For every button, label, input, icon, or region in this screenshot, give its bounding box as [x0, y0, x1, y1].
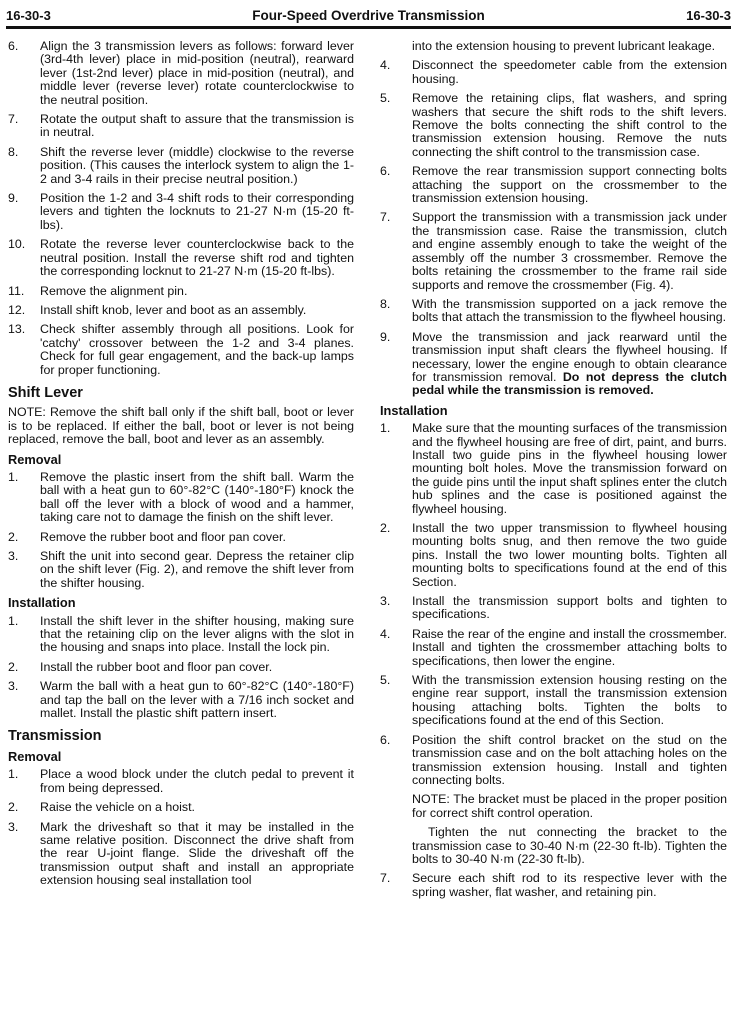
list-item [8, 146, 354, 186]
step-text: Install shift knob, lever and boot as an assembly. [40, 302, 307, 317]
transmission-installation-heading: Installation [380, 402, 448, 418]
step-number: 5. [380, 673, 391, 688]
step-number: 2. [8, 800, 19, 815]
step-text: Position the 1-2 and 3-4 shift rods to their corresponding levers and tighten the locknuts to 21-27 N·m (15-20 ft-lbs). [40, 191, 354, 232]
page-header [6, 4, 731, 29]
step-text: Raise the rear of the engine and install the crossmember. Install and tighten the crossmember attaching bolts to specifications, then lower the engine. [412, 626, 727, 668]
list-item [380, 298, 727, 325]
shift-lever-removal-heading: Removal [8, 451, 62, 467]
step-number: 12. [8, 302, 26, 317]
step-number: 6. [380, 732, 391, 747]
removal-continuation: into the extension housing to prevent lubricant leakage. [412, 39, 716, 53]
step-text: Support the transmission with a transmission jack under the transmission case. Raise the transmission, clutch and engine assembly enough to take the weight of the assembly off the number 3 crossmember. Remove the bolts retaining the crossmember to the frame rail side supports and remove the crossmember (Fig. 4). [412, 210, 727, 292]
shift-lever-heading: Shift Lever [8, 384, 83, 401]
page-title: Four-Speed Overdrive Transmission [252, 7, 485, 23]
transmission-removal-list [8, 768, 354, 887]
list-item [8, 531, 354, 544]
list-item [8, 768, 354, 795]
list-item [380, 674, 727, 728]
left-steps-list [8, 40, 354, 377]
step-text: Raise the vehicle on a hoist. [40, 800, 195, 815]
step-number: 8. [8, 144, 19, 159]
step-text-warning: Do not depress the clutch pedal while the transmission is removed. [412, 369, 727, 398]
shift-lever-installation-list [8, 615, 354, 721]
step-text: Shift the unit into second gear. Depress the retainer clip on the shift lever (Fig. 2), and remove the shift lever from the shifter housing. [40, 549, 354, 590]
left-column [8, 40, 354, 894]
list-item [8, 192, 354, 232]
list-item [8, 323, 354, 377]
list-item [8, 680, 354, 720]
step-text: Install the transmission support bolts and tighten to specifications. [412, 594, 727, 622]
list-item [380, 522, 727, 589]
shift-lever-installation-heading: Installation [8, 595, 76, 611]
list-item [380, 595, 727, 622]
list-item [380, 872, 727, 899]
step-text [412, 331, 727, 398]
step-number: 7. [8, 112, 19, 127]
step-text: Install the two upper transmission to flywheel housing mounting bolts snug, and then remove the two guide pins. Install the two lower mounting bolts. Tighten all mounting bolts to specifications found at the end of this Section. [412, 521, 727, 589]
step-text: Position the shift control bracket on the stud on the transmission case and on the bolt attaching holes on the transmission extension housing. Install and tighten connecting bolts. [412, 732, 727, 787]
transmission-removal-heading: Removal [8, 748, 62, 764]
step-number: 5. [380, 91, 391, 106]
list-item [8, 615, 354, 655]
transmission-installation-list [380, 422, 727, 787]
step-text: Mark the driveshaft so that it may be installed in the same relative position. Disconnect the drive shaft from the rear U-joint flange. Slide the driveshaft off the transmission output shaft and install an appropriate extension housing seal installation tool [40, 819, 354, 888]
step-number: 1. [8, 469, 19, 484]
step-text: With the transmission supported on a jack remove the bolts that attach the transmission to the flywheel housing. [412, 296, 727, 325]
step-number: 1. [380, 421, 391, 436]
right-column [380, 40, 727, 905]
page-number-left: 16-30-3 [6, 7, 51, 23]
list-item [8, 821, 354, 888]
step-text: Secure each shift rod to its respective lever with the spring washer, flat washer, and retaining pin. [412, 871, 727, 899]
list-item [8, 238, 354, 278]
transmission-heading: Transmission [8, 728, 102, 745]
step-number: 1. [8, 767, 19, 782]
list-item [8, 550, 354, 590]
list-item [8, 471, 354, 525]
step-text: Shift the reverse lever (middle) clockwise to the reverse position. (This causes the interlock system to align the 1-2 and 3-4 rails in their precise neutral position.) [40, 144, 354, 186]
step-number: 2. [8, 529, 19, 544]
step-text: Remove the rear transmission support connecting bolts attaching the support on the crossmember to the transmission extension housing. [412, 164, 727, 206]
step-text: Rotate the reverse lever counterclockwise back to the neutral position. Install the reverse shift rod and tighten the corresponding locknut to 21-27 N·m (15-20 ft-lbs). [40, 237, 354, 279]
list-item [8, 40, 354, 107]
list-item [380, 734, 727, 788]
list-item [8, 661, 354, 674]
step-number: 3. [8, 819, 19, 834]
step-text: Remove the rubber boot and floor pan cover. [40, 529, 286, 544]
list-item [380, 165, 727, 205]
step-number: 4. [380, 626, 391, 641]
step-text-regular: Move the transmission and jack rearward until the transmission input shaft clears the flywheel housing. If necessary, lower the engine enough to obtain clearance for transmission removal. [412, 329, 727, 384]
list-item [8, 801, 354, 814]
step-text: Align the 3 transmission levers as follows: forward lever (3rd-4th lever) place in mid-position (neutral), rearward lever (1st-2nd lever) place in mid-position (neutral), and middle lever (reverse lever) rotate counterclockwise to the neutral position. [40, 39, 354, 107]
list-item [8, 285, 354, 298]
list-item [380, 422, 727, 516]
list-item [380, 92, 727, 159]
step-text: Remove the retaining clips, flat washers, and spring washers that secure the shift rods to the shift levers. Remove the bolts connecting the shift control to the transmission extension housing. Remove the nuts connecting the shift control to the transmission case. [412, 91, 727, 159]
step-text: Install the rubber boot and floor pan cover. [40, 659, 273, 674]
step-text: Rotate the output shaft to assure that the transmission is in neutral. [40, 112, 354, 140]
list-item [380, 211, 727, 291]
step-text: Remove the plastic insert from the shift ball. Warm the ball with a heat gun to 60°-82°C (140°-180°F) knock the ball off the lever with a block of wood and a hammer, taking care not to damage the finish on the shift lever. [40, 469, 354, 525]
transmission-removal-list-continued [380, 59, 727, 324]
step-number: 3. [8, 679, 19, 694]
step-text: Remove the alignment pin. [40, 283, 188, 298]
step-text: Warm the ball with a heat gun to 60°-82°C (140°-180°F) and tap the ball on the lever with a 7/16 inch socket and mallet. Install the plastic shift pattern insert. [40, 679, 354, 721]
step-text: Install the shift lever in the shifter housing, making sure that the retaining clip on the lever aligns with the slot in the housing and snaps into place. Install the lock pin. [40, 613, 354, 655]
step-number: 3. [380, 594, 391, 609]
step-number: 13. [8, 322, 26, 337]
step-number: 7. [380, 210, 391, 225]
step-number: 10. [8, 237, 26, 252]
step-number: 8. [380, 296, 391, 311]
step-number: 7. [380, 871, 391, 886]
step-text: Check shifter assembly through all positions. Look for 'catchy' crossover between the 1-2 and 3-4 planes. Check for full gear engagement, and the back-up lamps for proper functioning. [40, 322, 354, 377]
list-item [8, 113, 354, 140]
tighten-instruction: Tighten the nut connecting the bracket to the transmission case to 30-40 N·m (22-30 ft-lb). Tighten the bolts to 30-40 N·m (22-30 ft-lb). [412, 825, 727, 866]
step-number: 2. [380, 521, 391, 535]
list-item [380, 59, 727, 86]
step-text: With the transmission extension housing resting on the engine rear support, install the transmission extension housing attaching bolts. Tighten the bolts to specifications found at the end of this Section. [412, 673, 727, 728]
step-text: Place a wood block under the clutch pedal to prevent it from being depressed. [40, 767, 354, 795]
list-item [8, 304, 354, 317]
step-number: 6. [8, 39, 19, 53]
step-number: 9. [380, 329, 391, 344]
page-number-right: 16-30-3 [686, 7, 731, 23]
step-text: Make sure that the mounting surfaces of the transmission and the flywheel housing are free of dirt, paint, and burrs. Install two guide pins in the flywheel housing lower mounting bolt holes. Move the transmission forward on the guide pins until the input shaft splines enter the clutch hub splines and the case is positioned against the flywheel housing. [412, 421, 727, 516]
step-number: 6. [380, 164, 391, 179]
step-number: 1. [8, 613, 19, 628]
step-number: 9. [8, 191, 19, 206]
step-number: 3. [8, 549, 19, 563]
list-item [380, 331, 727, 398]
shift-lever-removal-list [8, 471, 354, 590]
step-number: 11. [8, 283, 25, 298]
step-text: Disconnect the speedometer cable from the extension housing. [412, 58, 727, 86]
step-number: 2. [8, 659, 19, 674]
list-item [380, 628, 727, 668]
step-number: 4. [380, 58, 391, 73]
shift-lever-note: NOTE: Remove the shift ball only if the shift ball, boot or lever is to be replaced. If either the ball, boot or lever is not being replaced, remove the ball, boot and lever as an assembly. [8, 405, 354, 447]
bracket-note: NOTE: The bracket must be placed in the proper position for correct shift control operation. [412, 792, 727, 820]
